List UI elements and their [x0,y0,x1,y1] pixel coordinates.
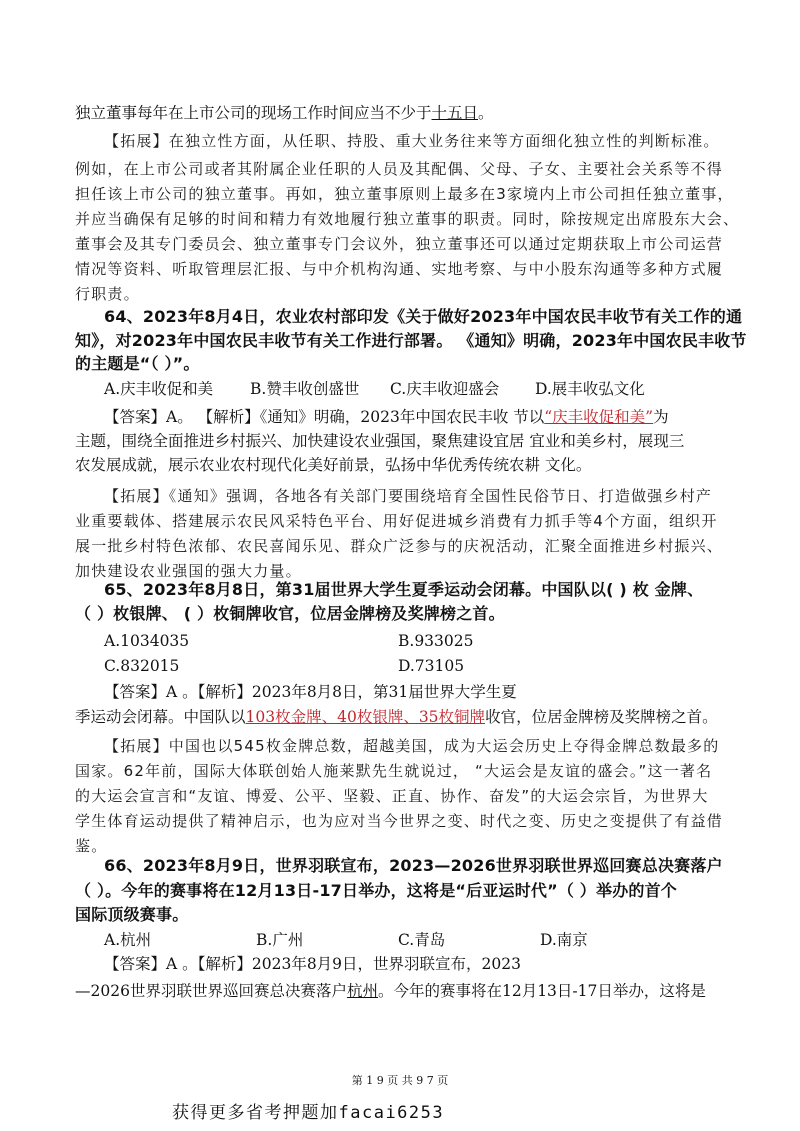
q64-answer-line: 主题，围绕全面推进乡村振兴、加快建设农业强国，聚焦建设宜居 宜业和美乡村，展现三 [75,432,685,450]
q64-option-b: B.赞丰收创盛世 [250,380,360,398]
q65-ext-line: 【拓展】中国也以545枚金牌总数，超越美国，成为大运会历史上夺得金牌总数最多的 [104,737,720,755]
q64-stem-line: 的主题是“（ ）”。 [75,354,200,373]
q65-ext-line: 国家。62年前，国际大体联创始人施莱默先生就说过， “大运会是友谊的盛会。”这一著名 [75,762,713,780]
q65-ext-line: 鉴。 [75,837,108,855]
q65-ext-line: 学生体育运动提供了精神启示，也为应对当今世界之变、时代之变、历史之变提供了有益借 [75,812,724,830]
q65-option-b: B.933025 [398,632,474,650]
highlight-answer: 杭州 [346,982,378,1000]
q64-stem-line: 64、2023年8月4日，农业农村部印发《关于做好2023年中国农民丰收节有关工作的通 [104,307,743,326]
q66-answer-line: —2026世界羽联世界巡回赛总决赛落户杭州。今年的赛事将在12月13日-17日举办，这将是 [75,982,706,1000]
q66-option-b: B.广州 [256,931,304,949]
q66-option-c: C.青岛 [398,931,446,949]
q63-ext-line: 行职责。 [75,285,140,303]
q63-ext-line: 董事会及其专门委员会、独立董事专门会议外，独立董事还可以通过定期获取上市公司运营 [75,235,724,253]
q64-stem-line: 知》，对2023年中国农民丰收节有关工作进行部署。 《通知》明确，2023年中国农民丰收节 [75,331,747,350]
q64-answer-line: 农发展成就，展示农业农村现代化美好前景，弘扬中华优秀传统农耕 文化。 [75,456,592,474]
q63-ext-line: 例如，在上市公司或者其附属企业任职的人员及其配偶、父母、子女、主要社会关系等不得 [75,160,724,178]
q64-option-a: A.庆丰收促和美 [104,380,214,398]
q63-ext-line: 情况等资料、听取管理层汇报、与中介机构沟通、实地考察、与中小股东沟通等多种方式履 [75,260,724,278]
q65-answer-line: 【答案】A 。【解析】2023年8月8日，第31届世界大学生夏 [104,683,517,701]
promo-text: 获得更多省考押题加facai6253 [172,1103,445,1123]
highlight-answer: 十五日 [431,104,479,122]
q64-ext-line: 【拓展】《通知》强调，各地各有关部门要围绕培育全国性民俗节日、打造做强乡村产 [104,487,713,505]
q66-stem-line: 国际顶级赛事。 [75,905,189,924]
q66-answer-line: 【答案】A 。【解析】2023年8月9日，世界羽联宣布，2023 [104,955,521,973]
q65-stem-line: 65、2023年8月8日，第31届世界大学生夏季运动会闭幕。中国队以( ) 枚 金牌、 [104,580,704,599]
q65-stem-line: （ ）枚银牌、 ( ）枚铜牌收官，位居金牌榜及奖牌榜之首。 [75,604,505,623]
q65-answer-line: 季运动会闭幕。中国队以103枚金牌、40枚银牌、35枚铜牌收官，位居金牌榜及奖牌榜之首。 [75,708,718,726]
q64-ext-line: 业重要载体、搭建展示农民风采特色平台、用好促进城乡消费有力抓手等4个方面，组织开 [75,512,718,530]
q65-ext-line: 的大运会宣言和“友谊、博爱、公平、坚毅、正直、协作、奋发”的大运会宗旨，为世界大 [75,787,709,805]
q63-ext-line: 【拓展】在独立性方面，从任职、持股、重大业务往来等方面细化独立性的判断标准。 [104,132,720,150]
q65-option-c: C.832015 [104,657,180,675]
page-number: 第 1 9 页 共 9 7 页 [351,1074,449,1087]
q66-option-d: D.南京 [540,931,588,949]
q64-ext-line: 加快建设农业强国的强大力量。 [75,562,302,580]
q65-option-d: D.73105 [398,657,465,675]
q63-ext-line: 担任该上市公司的独立董事。再如，独立董事原则上最多在3家境内上市公司担任独立董事， [75,185,734,203]
q66-option-a: A.杭州 [104,931,152,949]
q63-ext-line: 并应当确保有足够的时间和精力有效地履行独立董事的职责。同时，除按规定出席股东大会、 [75,210,740,228]
highlight-answer: “庆丰收促和美” [544,408,654,426]
q64-ext-line: 展一批乡村特色浓郁、农民喜闻乐见、群众广泛参与的庆祝活动，汇聚全面推进乡村振兴、 [75,537,724,555]
q66-stem-line: 66、2023年8月9日，世界羽联宣布，2023—2026世界羽联世界巡回赛总决赛落户 [104,856,723,875]
q66-stem-line: （ ）。今年的赛事将在12月13日-17日举办，这将是“后亚运时代”（ ）举办的首个 [75,881,678,900]
q64-option-c: C.庆丰收迎盛会 [390,380,500,398]
q64-answer-line: 【答案】A。 【解析】《通知》明确，2023年中国农民丰收 节以“庆丰收促和美”为 [104,408,669,426]
q65-option-a: A.1034035 [104,632,190,650]
highlight-answer: 103枚金牌、40枚银牌、35枚铜牌 [245,708,486,726]
q64-option-d: D.展丰收弘文化 [535,380,645,398]
q63-answer-end: 独立董事每年在上市公司的现场工作时间应当不少于十五日。 [75,104,494,122]
